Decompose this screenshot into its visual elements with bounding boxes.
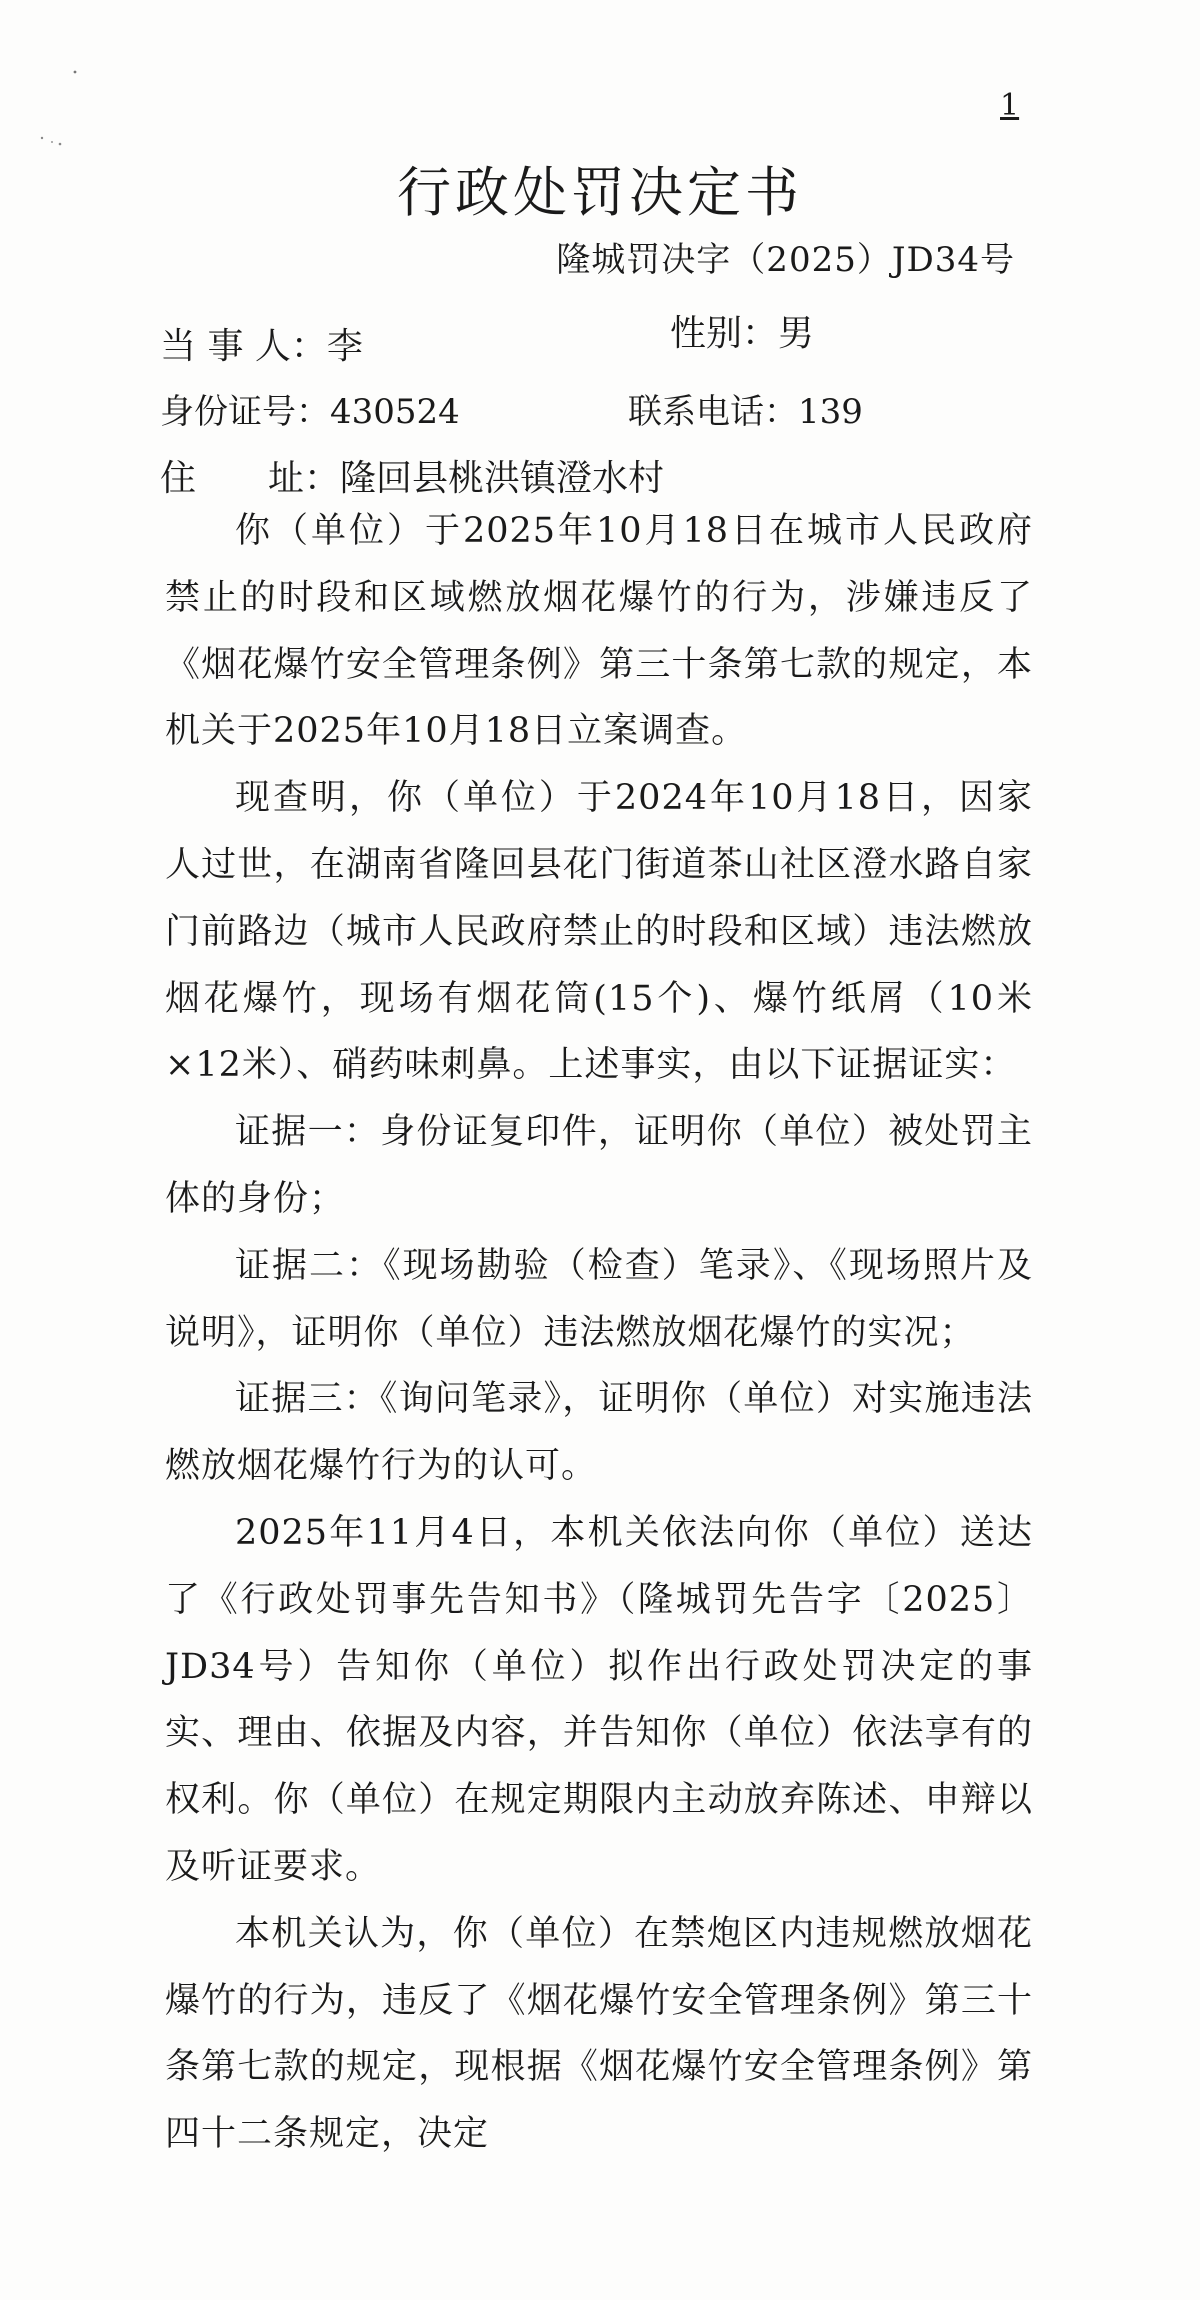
- gender-value: 男: [778, 313, 815, 354]
- id-number-value: 430524: [330, 392, 460, 432]
- paragraph-evidence-2: 证据二：《现场勘验（检查）笔录》、《现场照片及说明》，证明你（单位）违法燃放烟花爆竹的实况；: [165, 1245, 1033, 1353]
- document-body: [165, 498, 1033, 2168]
- page-number: 1: [1000, 88, 1020, 123]
- id-number-label: 身份证号：: [160, 392, 330, 432]
- paragraph-notice: 2025年11月4日，本机关依法向你（单位）送达了《行政处罚事先告知书》（隆城罚先告字〔2025〕JD34号）告知你（单位）拟作出行政处罚决定的事实、理由、依据及内容，并告知你（单位）依法享有的权利。你（单位）在规定期限内主动放弃陈述、申辩以及听证要求。: [165, 1512, 1033, 1887]
- scan-specks: [30, 60, 90, 160]
- phone-value: 139: [798, 392, 863, 432]
- gender-label: 性别：: [670, 313, 779, 354]
- party-name-label: 当 事 人：: [160, 326, 327, 367]
- document-title: 行政处罚决定书: [397, 161, 803, 224]
- party-name-value: 李: [326, 326, 363, 367]
- phone-label: 联系电话：: [628, 392, 798, 432]
- paragraph-evidence-3: 证据三：《询问笔录》，证明你（单位）对实施违法燃放烟花爆竹行为的认可。: [165, 1379, 1033, 1487]
- document-number: 隆城罚决字（2025）JD34号: [556, 240, 1015, 280]
- paragraph-case-filing: 你（单位）于2025年10月18日在城市人民政府禁止的时段和区域燃放烟花爆竹的行为，涉嫌违反了《烟花爆竹安全管理条例》第三十条第七款的规定，本机关于2025年10月18日立案调查。: [165, 511, 1033, 752]
- address-value: 隆回县桃洪镇澄水村: [340, 458, 665, 499]
- gender-field: [670, 305, 814, 356]
- address-field: [160, 450, 664, 501]
- party-name-field: [160, 318, 363, 369]
- id-number-field: [160, 384, 460, 433]
- address-label: 住 址：: [160, 458, 341, 499]
- phone-field: [628, 384, 863, 433]
- paragraph-facts: 现查明，你（单位）于2024年10月18日，因家人过世，在湖南省隆回县花门街道茶山社区澄水路自家门前路边（城市人民政府禁止的时段和区域）违法燃放烟花爆竹，现场有烟花筒(15个)、爆竹纸屑（10米×12米）、硝药味刺鼻。上述事实，由以下证据证实：: [165, 778, 1033, 1086]
- paragraph-decision: 本机关认为，你（单位）在禁炮区内违规燃放烟花爆竹的行为，违反了《烟花爆竹安全管理条例》第三十条第七款的规定，现根据《烟花爆竹安全管理条例》第四十二条规定，决定: [165, 1913, 1033, 2155]
- paragraph-evidence-1: 证据一：身份证复印件，证明你（单位）被处罚主体的身份；: [165, 1112, 1033, 1219]
